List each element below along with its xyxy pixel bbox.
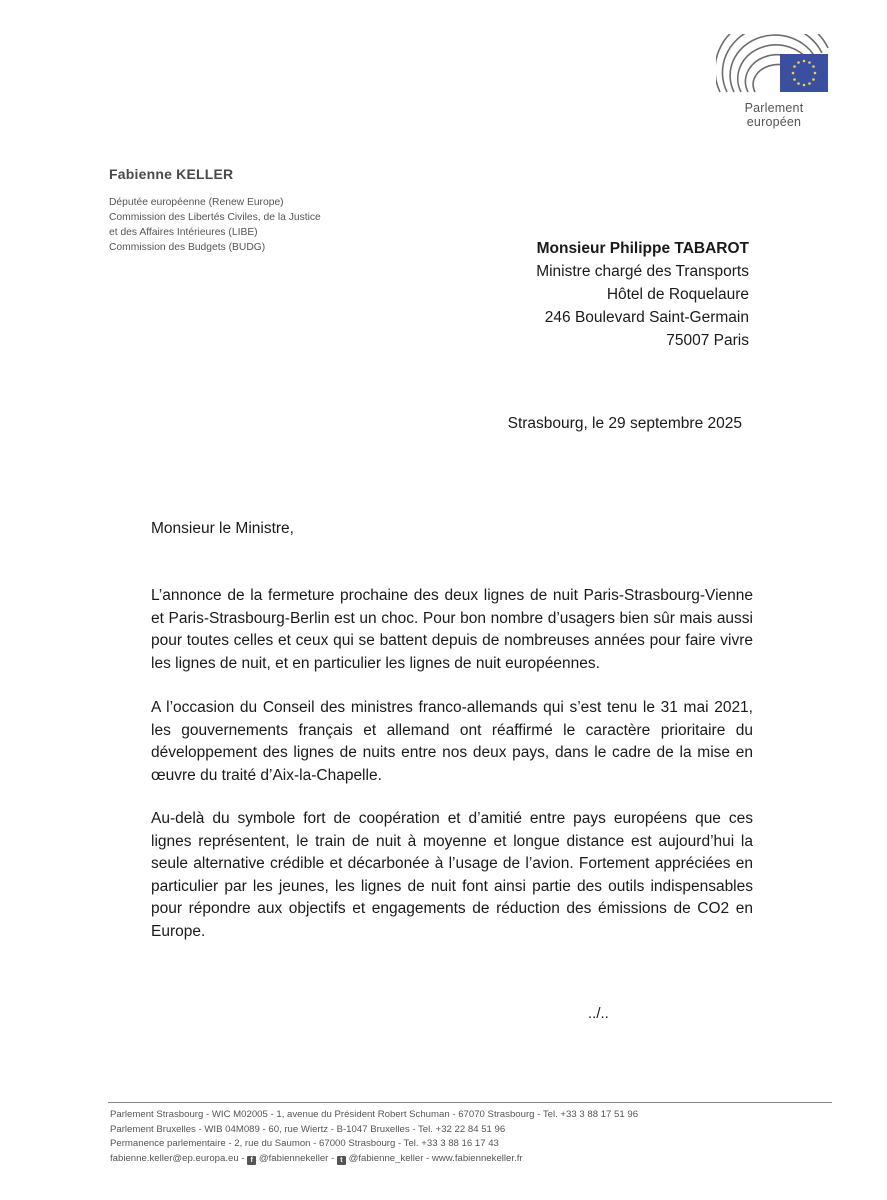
recipient-line: 75007 Paris	[666, 332, 749, 349]
sender-roles	[109, 195, 321, 255]
footer-twitter[interactable]: @fabienne_keller - www.fabiennekeller.fr	[348, 1152, 523, 1164]
salutation: Monsieur le Ministre,	[151, 520, 294, 537]
recipient-name: Monsieur Philippe TABAROT	[536, 240, 749, 257]
footer-line: Parlement Bruxelles - WIB 04M089 - 60, rue Wiertz - B-1047 Bruxelles - Tel. +32 22 84 51 96	[110, 1123, 506, 1135]
logo-caption: Parlement européen	[744, 101, 804, 129]
european-parliament-logo	[716, 34, 832, 96]
recipient-line: Hôtel de Roquelaure	[606, 286, 749, 303]
twitter-icon: t	[337, 1156, 346, 1165]
facebook-icon: f	[247, 1156, 256, 1165]
sender-role: Commission des Budgets (BUDG)	[109, 242, 266, 253]
sender-role: et des Affaires Intérieures (LIBE)	[109, 227, 258, 238]
sender-name: Fabienne KELLER	[109, 166, 234, 182]
footer-email[interactable]: fabienne.keller@ep.europa.eu -	[110, 1152, 245, 1164]
footer-line: Parlement Strasbourg - WIC M02005 - 1, avenue du Président Robert Schuman - 67070 Strasbourg - Tel. +33 3 88 17 51 96	[110, 1109, 639, 1120]
recipient-address	[536, 237, 749, 352]
footer-line: Permanence parlementaire - 2, rue du Saumon - 67000 Strasbourg - Tel. +33 3 88 16 17 43	[110, 1138, 499, 1149]
letter-date: Strasbourg, le 29 septembre 2025	[507, 415, 742, 432]
recipient-line: 246 Boulevard Saint-Germain	[544, 309, 749, 326]
body-paragraph: L’annonce de la fermeture prochaine des deux lignes de nuit Paris-Strasbourg-Vienne et Paris-Strasbourg-Berlin est un choc. Pour bon nombre d’usagers bien sûr mais aussi pour toutes celles et ceux qui se battent depuis de nombreuses années pour faire vivre les lignes de nuit, et en particulier les lignes de nuit européennes.	[151, 587, 753, 672]
footer-divider	[108, 1102, 832, 1103]
sender-role: Commission des Libertés Civiles, de la Justice	[109, 212, 321, 223]
hemicycle-flag-icon	[716, 34, 832, 96]
sender-role: Députée européenne (Renew Europe)	[109, 197, 284, 208]
body-paragraph: Au-delà du symbole fort de coopération et d’amitié entre pays européens que ces lignes représentent, le train de nuit à moyenne et longue distance est aujourd’hui la seule alternative crédible et décarbonée à l’usage de l’avion. Fortement appréciées en particulier par les jeunes, les lignes de nuit font ainsi partie des outils indispensables pour répondre aux objectifs et engagements de réduction des émissions de CO2 en Europe.	[151, 810, 753, 940]
footer-contact	[110, 1152, 638, 1167]
recipient-line: Ministre chargé des Transports	[536, 263, 749, 280]
continuation-mark: ../..	[588, 1005, 609, 1022]
footer-facebook[interactable]: @fabiennekeller -	[258, 1152, 335, 1164]
footer	[110, 1108, 638, 1166]
body-paragraph: A l’occasion du Conseil des ministres franco-allemands qui s’est tenu le 31 mai 2021, les gouvernements français et allemand ont réaffirmé le caractère prioritaire du développement des lignes de nuits entre nos deux pays, dans le cadre de la mise en œuvre du traité d’Aix-la-Chapelle.	[151, 699, 753, 784]
